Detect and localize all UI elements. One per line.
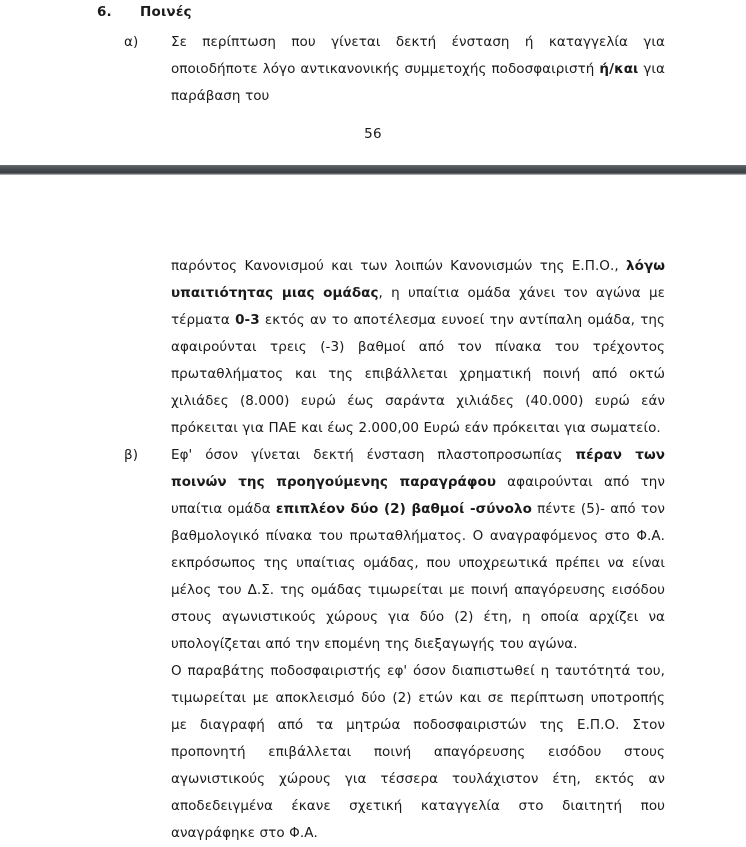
section-heading bbox=[0, 4, 746, 20]
list-item-text bbox=[171, 29, 665, 110]
plain-text: Ο παραβάτης ποδοσφαιριστής εφ' όσον διαπιστωθεί η ταυτότητά του, τιμωρείται με αποκλεισμό δύο (2) ετών και σε περίπτωση υποτροπής με διαγραφή από τα μητρώα ποδοσφαιριστών της Ε.Π.Ο. Στον προπονητή επιβάλλεται ποινή απαγόρευσης εισόδου στους αγωνιστικούς χώρους για τέσσερα τουλάχιστον έτη, εκτός αν αποδεδειγμένα έκανε σχετική καταγγελία στο διαιτητή που αναγράφηκε στο Φ.Α. bbox=[171, 663, 665, 841]
continuation-paragraph bbox=[0, 253, 746, 442]
emphasis-text: λόγω υπαιτιότητας μιας ομάδας bbox=[171, 258, 665, 301]
plain-text: για παράβαση του bbox=[171, 61, 665, 104]
emphasis-text: 0-3 bbox=[235, 312, 260, 328]
plain-text: εκτός αν το αποτέλεσμα ευνοεί την αντίπαλη ομάδα, της αφαιρούνται τρεις (-3) βαθμοί από τον πίνακα του τρέχοντος πρωταθλήματος και της επιβάλλεται χρηματική ποινή από οκτώ χιλιάδες (8.000) ευρώ έως σαράντα χιλιάδες (40.000) ευρώ εάν πρόκειται για ΠΑΕ και έως 2.000,00 Ευρώ εάν πρόκειται για σωματείο. bbox=[171, 312, 665, 436]
section-heading-number: 6. bbox=[97, 4, 112, 20]
plain-text: Εφ' όσον γίνεται δεκτή ένσταση πλαστοπροσωπίας bbox=[171, 447, 576, 463]
list-item bbox=[0, 29, 746, 110]
scanned-page-bottom bbox=[0, 175, 746, 841]
plain-text: πέντε (5)- από τον βαθμολογικό πίνακα του πρωταθλήματος. Ο αναγραφόμενος στο Φ.Α. εκπρόσωπος της υπαίτιας ομάδας, που υποχρεωτικά πρέπει να είναι μέλος του Δ.Σ. της ομάδας τιμωρείται με ποινή απαγόρευσης εισόδου στους αγωνιστικούς χώρους για δύο (2) έτη, η οποία αρχίζει να υπολογίζεται από την επομένη της διεξαγωγής του αγώνα. bbox=[171, 501, 665, 652]
body-paragraph bbox=[0, 658, 746, 847]
section-heading-title: Ποινές bbox=[140, 4, 192, 20]
list-item-marker: α) bbox=[124, 34, 139, 50]
page-number: 56 bbox=[364, 126, 382, 142]
plain-text: παρόντος Κανονισμού και των λοιπών Κανονισμών της Ε.Π.Ο., bbox=[171, 258, 627, 274]
list-item-text bbox=[171, 442, 665, 658]
list-item bbox=[0, 442, 746, 658]
emphasis-text: πέραν των ποινών της προηγούμενης παραγράφου bbox=[171, 447, 665, 490]
scanned-page-top bbox=[0, 0, 746, 165]
emphasis-text: επιπλέον δύο (2) βαθμοί -σύνολο bbox=[275, 501, 532, 517]
emphasis-text: ή/και bbox=[599, 61, 639, 77]
list-item-marker: β) bbox=[124, 447, 139, 463]
plain-text: αφαιρούνται από την υπαίτια ομάδα bbox=[171, 474, 665, 517]
plain-text: , η υπαίτια ομάδα χάνει τον αγώνα με τέρματα bbox=[171, 285, 665, 328]
page-break-separator bbox=[0, 165, 746, 175]
plain-text: Σε περίπτωση που γίνεται δεκτή ένσταση ή καταγγελία για οποιοδήποτε λόγο αντικανονικής συμμετοχής ποδοσφαιριστή bbox=[171, 34, 665, 77]
